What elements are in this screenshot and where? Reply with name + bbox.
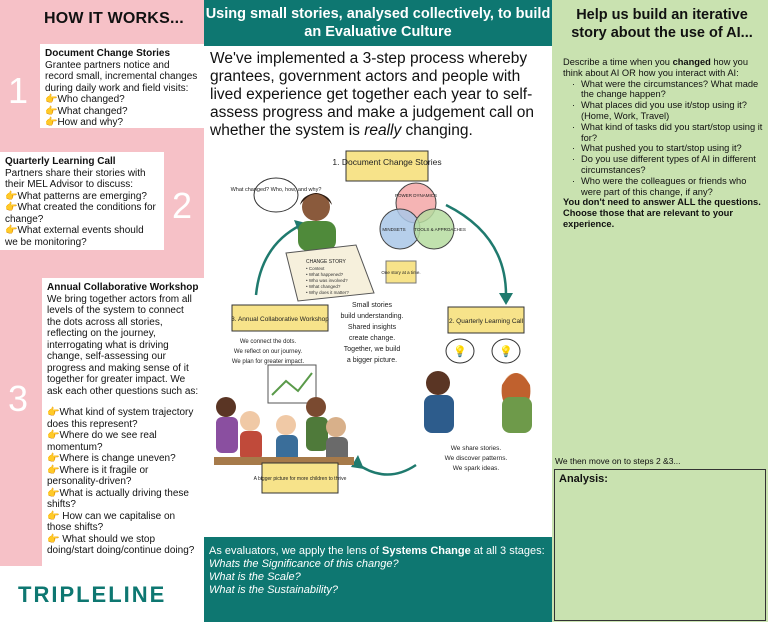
svg-text:One story at a time.: One story at a time. — [381, 270, 421, 275]
card3-item: 👉What kind of system trajectory does this represent? — [47, 407, 194, 430]
lightbulb-icon: 💡 — [453, 345, 467, 358]
step3-caption: We connect the dots. — [239, 339, 297, 345]
notebook-line: • Who was involved? — [306, 278, 348, 283]
person-caller-2-body — [502, 397, 532, 433]
svg-text:MINDSETS: MINDSETS — [382, 227, 406, 232]
step2-caption: We share stories. — [450, 445, 502, 452]
question-item: · What pushed you to start/stop using it? — [581, 143, 763, 154]
cycle-arrow-1-to-2 — [446, 205, 506, 295]
card3-item: 👉 How can we capitalise on those shifts? — [47, 510, 176, 533]
analysis-label: Analysis: — [559, 473, 608, 485]
card1-item: 👉How and why? — [45, 117, 124, 128]
card1-item: 👉Who changed? — [45, 94, 125, 105]
card2-item: 👉What created the conditions for change? — [5, 202, 156, 225]
footer-question-sustainability: What is the Sustainability? — [209, 584, 339, 596]
svg-text:TOOLS & APPROACHES: TOOLS & APPROACHES — [414, 227, 466, 232]
question-list — [563, 79, 763, 198]
next-steps-text: We then move on to steps 2 &3... — [555, 456, 681, 466]
notebook-line: • What changed? — [306, 284, 341, 289]
step-number-3: 3 — [8, 378, 29, 419]
person-caller-1-body — [424, 395, 454, 433]
middle-intro: We've implemented a 3-step process whereby grantees, government actors and people with lived experience get together each year to self-assess progress and make a judgement call on whether the system is really changing. — [210, 50, 534, 139]
card1-body: Grantee partners notice and record small, incremental changes during daily work and field visits: — [45, 59, 198, 94]
prompt-note: You don't need to answer ALL the questions. Choose those that are relevant to your experience. — [563, 197, 761, 229]
svg-text:create change.: create change. — [348, 335, 396, 342]
how-it-works-title: HOW IT WORKS... — [44, 10, 184, 27]
step3-label: 3. Annual Collaborative Workshop — [231, 316, 329, 323]
question-item: · Do you use different types of AI in different circumstances? — [581, 154, 763, 176]
card3-item: 👉 What should we stop doing/start doing/continue doing? — [47, 533, 195, 556]
question-item: · Who were the colleagues or friends who were part of this change, if any? — [581, 176, 763, 198]
svg-text:We spark ideas.: We spark ideas. — [452, 465, 500, 472]
tripleline-logo: TRIPLELINE — [18, 582, 167, 607]
speech-bubble-1: What changed? Who, how, and why? — [230, 187, 322, 193]
card3-item: 👉What is actually driving these shifts? — [47, 487, 189, 510]
card2-item: 👉What external events should we be monitoring? — [5, 225, 144, 248]
svg-text:a bigger picture.: a bigger picture. — [346, 357, 398, 364]
question-item: · What places did you use it/stop using it? (Home, Work, Travel) — [581, 100, 763, 122]
svg-text:build understanding.: build understanding. — [340, 313, 404, 320]
card3-heading: Annual Collaborative Workshop — [47, 282, 199, 293]
analysis-box[interactable] — [554, 469, 766, 621]
lightbulb-icon: 💡 — [499, 345, 513, 358]
card1-item: 👉What changed? — [45, 105, 128, 117]
notebook-line: • What happened? — [306, 272, 344, 277]
center-caption: Small stories — [351, 302, 393, 309]
footer-lead: As evaluators, we apply the lens of Systems Change at all 3 stages: — [209, 545, 545, 557]
svg-text:We discover patterns.: We discover patterns. — [444, 455, 508, 462]
card3-item: 👉Where is it fragile or personality-driven? — [47, 464, 149, 487]
notebook-line: • Context — [306, 266, 325, 271]
right-prompt — [563, 57, 763, 230]
cycle-arrow-2-to-3 — [356, 463, 416, 475]
svg-text:We plan for greater impact.: We plan for greater impact. — [231, 359, 305, 365]
footer-question-significance: Whats the Significance of this change? — [209, 558, 399, 570]
card3-body: We bring together actors from all levels of the system to connect the dots across all stories, reflecting on the journey, interrogating what is driving change, self-assessing our progress and making sense of it together for greater impact. We ask each other questions such as: — [47, 293, 199, 397]
question-item: · What kind of tasks did you start/stop using it for? — [581, 122, 763, 144]
right-title: Help us build an iterative story about the use of AI... — [571, 7, 753, 41]
notebook-title: CHANGE STORY — [306, 259, 346, 265]
step-number-1: 1 — [8, 70, 29, 111]
presentation-board — [268, 365, 316, 403]
svg-text:We reflect on our journey.: We reflect on our journey. — [233, 349, 303, 355]
notebook-line: • Why does it matter? — [306, 290, 349, 295]
card3-item: 👉Where is change uneven? — [47, 453, 176, 464]
prompt-intro: Describe a time when you changed how you think about AI OR how you interact with AI: — [563, 57, 749, 78]
svg-text:POWER DYNAMICS: POWER DYNAMICS — [394, 193, 438, 198]
svg-text:Together, we build: Together, we build — [343, 346, 401, 353]
card-quarterly-learning-call — [0, 152, 164, 250]
middle-header: Using small stories, analysed collectively, to build an Evaluative Culture — [204, 0, 552, 46]
card1-heading: Document Change Stories — [45, 48, 171, 59]
footer-question-scale: What is the Scale? — [209, 571, 301, 583]
svg-text:Shared insights: Shared insights — [347, 324, 397, 331]
step-number-2: 2 — [172, 185, 193, 226]
step1-label: 1. Document Change Stories — [332, 157, 442, 167]
process-illustration — [206, 145, 550, 535]
card2-item: 👉What patterns are emerging? — [5, 190, 147, 202]
arrowhead-2 — [499, 293, 513, 305]
question-item: · What were the circumstances? What made the change happen? — [581, 79, 763, 101]
step2-label: 2. Quarterly Learning Call — [448, 318, 524, 325]
bigger-picture-note: A bigger picture for more children to thrive — [253, 476, 347, 482]
card-document-change-stories — [40, 44, 204, 128]
person-writer-body — [298, 221, 336, 251]
person-caller-1-head — [426, 371, 450, 395]
card-annual-workshop — [42, 278, 204, 566]
card2-heading: Quarterly Learning Call — [5, 156, 116, 167]
middle-footer — [204, 537, 552, 622]
card3-item: 👉Where do we see real momentum? — [47, 430, 157, 453]
card2-body: Partners share their stories with their MEL Advisor to discuss: — [5, 167, 146, 190]
